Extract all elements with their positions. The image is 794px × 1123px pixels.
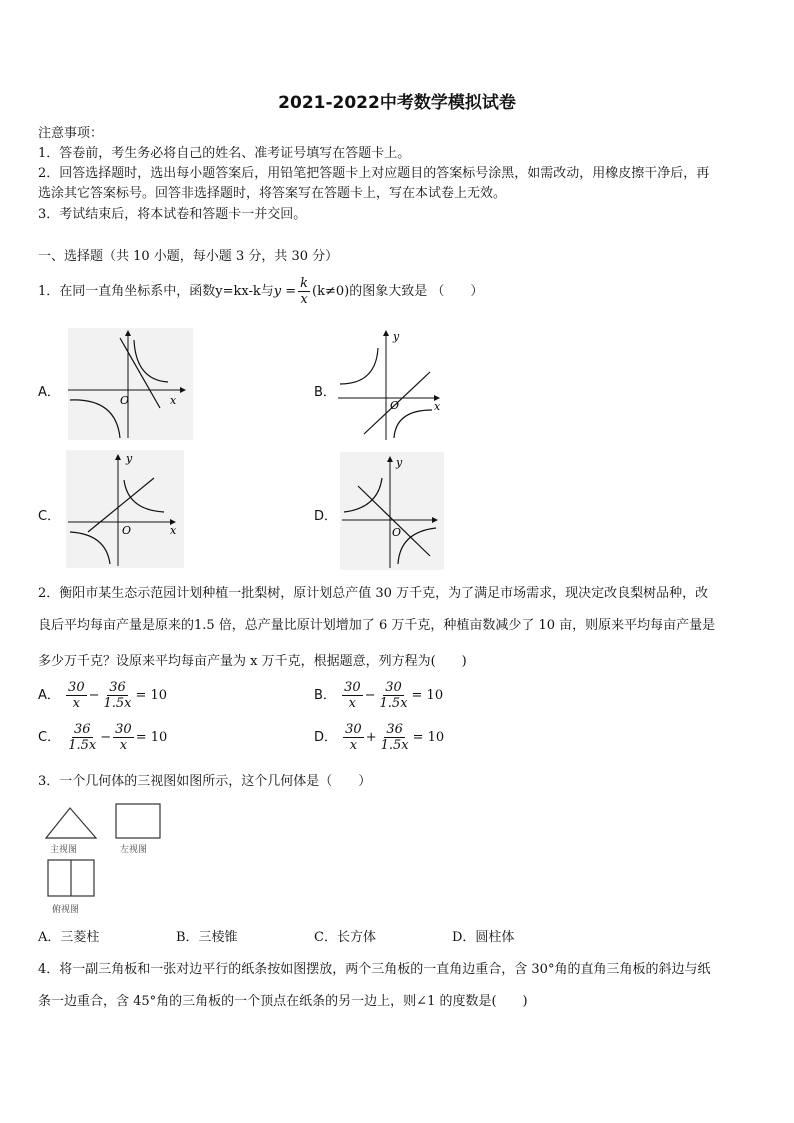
denominator: x: [348, 696, 356, 711]
fraction: [342, 680, 363, 711]
numerator: 36: [109, 680, 126, 695]
q3-option-b: B．三棱锥: [176, 930, 238, 945]
x-axis-label: x: [434, 400, 441, 413]
y-axis-label: y: [393, 330, 400, 343]
y-axis-arrow: [383, 330, 389, 336]
denominator: x: [119, 738, 128, 753]
origin-label: O: [392, 526, 402, 539]
q2-option-a: [38, 680, 167, 711]
q1-graph-a: [68, 328, 193, 440]
denominator: x: [72, 696, 80, 711]
operator: −: [88, 688, 100, 703]
y-axis-label: y: [396, 456, 403, 469]
q1-y-eq: y =: [273, 284, 297, 299]
option-label: B．: [314, 688, 336, 703]
x-axis-label: x: [170, 394, 177, 407]
section-heading: 一、选择题（共 10 小题，每小题 3 分，共 30 分）: [38, 249, 339, 264]
numerator: 36: [73, 722, 91, 737]
side-view-rect: [116, 804, 160, 838]
equation-rhs: = 10: [135, 688, 168, 703]
q1-graph-c: [66, 450, 184, 568]
q2-option-c: [38, 722, 167, 753]
note-item: 1．答卷前，考生务必将自己的姓名、准考证号填写在答题卡上。: [38, 146, 411, 161]
top-view-label: 俯视图: [52, 905, 80, 915]
q1-graph-b: [334, 326, 446, 442]
equation-rhs: = 10: [411, 688, 444, 703]
operator: −: [364, 688, 376, 703]
note-item: 选涂其它答案标号。回答非选择题时，将答案写在答题卡上，写在本试卷上无效。: [38, 186, 507, 201]
notes-heading: 注意事项：: [38, 126, 104, 141]
fraction: [379, 722, 411, 753]
q1-option-b-label: B．: [314, 385, 336, 400]
option-label: A．: [38, 688, 60, 703]
denominator: 1.5x: [379, 696, 408, 711]
q1-option-c-label: C．: [38, 509, 61, 524]
q1-frac-den: x: [300, 292, 308, 307]
numerator: 30: [115, 722, 132, 737]
fraction: [102, 680, 134, 711]
numerator: 30: [345, 722, 362, 737]
numerator: 30: [344, 680, 361, 695]
q3-three-views: [40, 796, 170, 918]
q1-frac-num: k: [300, 276, 309, 291]
operator: −: [100, 730, 112, 745]
front-view-label: 主视图: [50, 845, 78, 855]
numerator: 30: [68, 680, 85, 695]
q2-option-d: [314, 722, 444, 753]
side-view-label: 左视图: [120, 845, 148, 855]
q3-option-c: C．长方体: [314, 930, 376, 945]
q1-option-d-label: D．: [314, 509, 338, 524]
question-1-stem: [38, 276, 483, 307]
numerator: 36: [386, 722, 403, 737]
origin-label: O: [390, 399, 400, 412]
note-item: 3．考试结束后，将本试卷和答题卡一并交回。: [38, 207, 307, 222]
denominator: 1.5x: [380, 738, 409, 753]
front-view-triangle: [46, 808, 96, 838]
q2-option-b: [314, 680, 443, 711]
q1-option-a-label: A．: [38, 385, 60, 400]
denominator: 1.5x: [103, 696, 132, 711]
fraction: [66, 722, 98, 753]
denominator: x: [349, 738, 358, 753]
fraction: [113, 722, 134, 753]
hyperbola-branch: [394, 410, 432, 438]
fraction: [378, 680, 410, 711]
numerator: 30: [385, 680, 402, 695]
fraction: [66, 680, 87, 711]
page-title: 2021-2022中考数学模拟试卷: [278, 93, 516, 113]
equation-rhs: = 10: [412, 730, 445, 745]
fraction: [343, 722, 364, 753]
question-2-line: 多少万千克？设原来平均每亩产量为 x 万千克，根据题意，列方程为( ): [38, 654, 467, 669]
x-axis-label: x: [170, 524, 177, 537]
question-4-line: 4．将一副三角板和一张对边平行的纸条按如图摆放，两个三角板的一直角边重合，含 30°角的直角三角板的斜边与纸: [38, 962, 711, 977]
q1-post: (k≠0)的图象大致是 （ ）: [312, 284, 484, 299]
origin-label: O: [120, 394, 130, 407]
denominator: 1.5x: [68, 738, 97, 753]
hyperbola-branch: [340, 348, 378, 384]
y-axis-label: y: [126, 452, 133, 465]
origin-label: O: [122, 524, 132, 537]
q1-fraction: [298, 276, 310, 307]
question-2-line: 2．衡阳市某生态示范园计划种植一批梨树，原计划总产值 30 万千克，为了满足市场需求，现决定改良梨树品种，改: [38, 586, 709, 601]
operator: +: [365, 730, 377, 745]
option-label: C．: [38, 730, 61, 745]
note-item: 2．回答选择题时，选出每小题答案后，用铅笔把答题卡上对应题目的答案标号涂黑，如需改动，用橡皮擦干净后，再: [38, 166, 710, 181]
q3-option-d: D．圆柱体: [452, 930, 515, 945]
question-4-line: 条一边重合，含 45°角的三角板的一个顶点在纸条的另一边上，则∠1 的度数是( ): [38, 994, 528, 1009]
q1-pre: 1．在同一直角坐标系中，函数y=kx-k与: [38, 284, 274, 299]
option-label: D．: [314, 730, 338, 745]
question-2-line: 良后平均每亩产量是原来的1.5 倍，总产量比原计划增加了 6 万千克，种植亩数减少了 10 亩，则原来平均每亩产量是: [38, 618, 716, 633]
q1-graph-d: [340, 452, 444, 570]
equation-rhs: = 10: [135, 730, 168, 745]
question-3-stem: 3．一个几何体的三视图如图所示，这个几何体是（ ）: [38, 774, 372, 789]
q3-option-a: A．三菱柱: [38, 930, 100, 945]
